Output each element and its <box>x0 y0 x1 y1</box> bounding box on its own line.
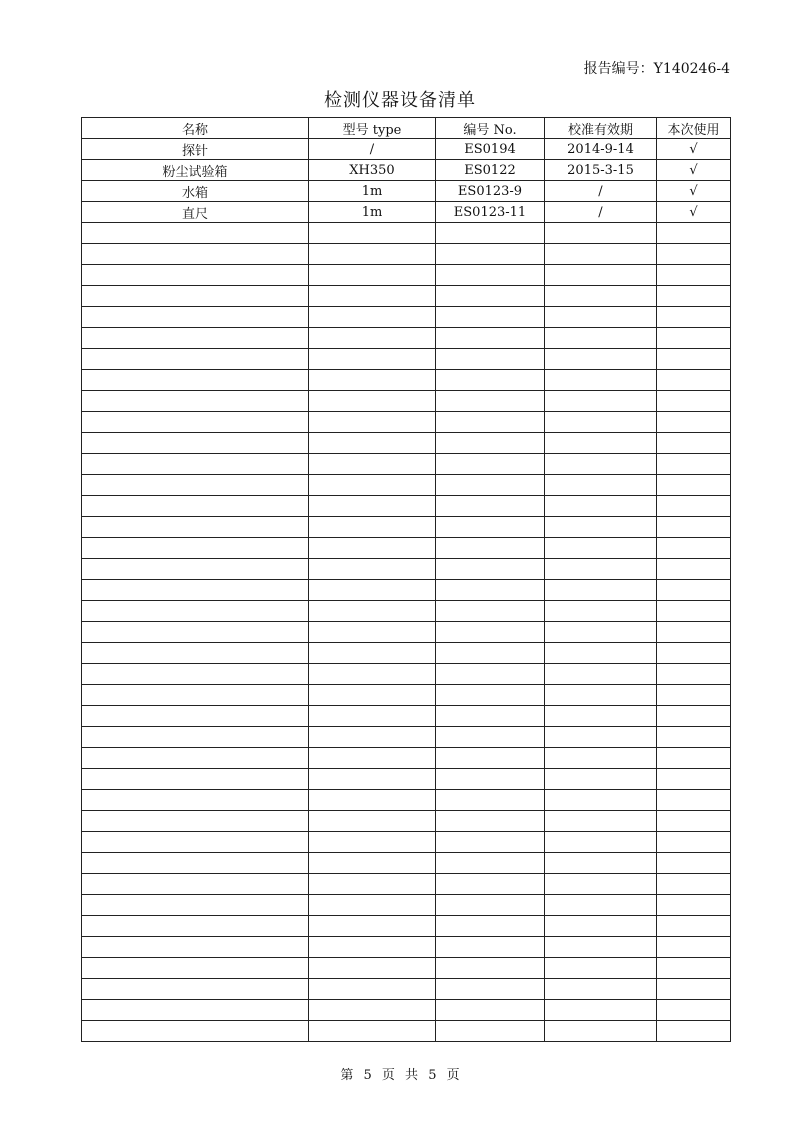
empty-cell <box>657 454 731 475</box>
empty-cell <box>545 769 657 790</box>
empty-cell <box>82 286 309 307</box>
empty-cell <box>545 832 657 853</box>
empty-cell <box>657 496 731 517</box>
cell-calibration: 2015-3-15 <box>545 160 657 181</box>
empty-cell <box>82 244 309 265</box>
empty-table-row <box>82 916 731 937</box>
report-number: 报告编号：Y140246-4 <box>583 61 730 77</box>
empty-table-row <box>82 874 731 895</box>
cell-model: 1m <box>309 202 436 223</box>
empty-cell <box>436 895 545 916</box>
empty-cell <box>545 811 657 832</box>
empty-cell <box>309 265 436 286</box>
header-used: 本次使用 <box>657 118 731 139</box>
empty-cell <box>82 685 309 706</box>
empty-table-row <box>82 370 731 391</box>
empty-cell <box>657 307 731 328</box>
empty-cell <box>545 916 657 937</box>
empty-table-row <box>82 937 731 958</box>
empty-cell <box>545 622 657 643</box>
empty-cell <box>82 937 309 958</box>
empty-cell <box>309 412 436 433</box>
empty-cell <box>309 895 436 916</box>
empty-table-row <box>82 1000 731 1021</box>
empty-cell <box>82 748 309 769</box>
empty-cell <box>657 244 731 265</box>
empty-cell <box>657 517 731 538</box>
empty-cell <box>82 643 309 664</box>
empty-table-row <box>82 580 731 601</box>
empty-table-row <box>82 895 731 916</box>
empty-cell <box>82 475 309 496</box>
empty-cell <box>309 769 436 790</box>
empty-cell <box>436 622 545 643</box>
empty-cell <box>657 727 731 748</box>
empty-cell <box>545 412 657 433</box>
empty-cell <box>82 622 309 643</box>
cell-name: 水箱 <box>82 181 309 202</box>
empty-table-row <box>82 265 731 286</box>
empty-cell <box>82 1000 309 1021</box>
empty-cell <box>545 391 657 412</box>
empty-cell <box>545 559 657 580</box>
empty-cell <box>309 832 436 853</box>
empty-cell <box>657 370 731 391</box>
empty-cell <box>657 895 731 916</box>
empty-cell <box>436 685 545 706</box>
empty-cell <box>436 832 545 853</box>
empty-table-row <box>82 979 731 1000</box>
empty-cell <box>436 286 545 307</box>
empty-cell <box>436 727 545 748</box>
empty-cell <box>82 979 309 1000</box>
empty-cell <box>657 958 731 979</box>
empty-cell <box>309 286 436 307</box>
empty-cell <box>436 412 545 433</box>
empty-table-row <box>82 622 731 643</box>
empty-cell <box>309 244 436 265</box>
empty-cell <box>657 811 731 832</box>
empty-cell <box>657 223 731 244</box>
empty-cell <box>82 538 309 559</box>
empty-cell <box>309 937 436 958</box>
empty-table-row <box>82 538 731 559</box>
empty-cell <box>545 517 657 538</box>
empty-cell <box>657 538 731 559</box>
empty-cell <box>545 496 657 517</box>
empty-cell <box>436 1021 545 1042</box>
empty-cell <box>545 790 657 811</box>
cell-calibration: / <box>545 181 657 202</box>
empty-cell <box>436 328 545 349</box>
empty-cell <box>82 727 309 748</box>
empty-cell <box>82 412 309 433</box>
empty-cell <box>436 664 545 685</box>
empty-cell <box>657 412 731 433</box>
empty-cell <box>657 1000 731 1021</box>
empty-cell <box>436 874 545 895</box>
empty-cell <box>309 727 436 748</box>
empty-cell <box>82 853 309 874</box>
empty-table-row <box>82 685 731 706</box>
empty-cell <box>545 601 657 622</box>
table-header-row <box>82 118 731 139</box>
empty-cell <box>82 328 309 349</box>
empty-cell <box>309 1021 436 1042</box>
empty-cell <box>436 811 545 832</box>
empty-cell <box>545 454 657 475</box>
empty-table-row <box>82 832 731 853</box>
empty-cell <box>436 979 545 1000</box>
empty-cell <box>657 433 731 454</box>
table-row <box>82 160 731 181</box>
cell-used-check: √ <box>657 181 731 202</box>
empty-cell <box>657 1021 731 1042</box>
empty-cell <box>309 874 436 895</box>
table-row <box>82 139 731 160</box>
empty-cell <box>545 1000 657 1021</box>
cell-number: ES0123-9 <box>436 181 545 202</box>
empty-cell <box>82 349 309 370</box>
empty-cell <box>436 643 545 664</box>
document-title: 检测仪器设备清单 <box>324 90 476 111</box>
empty-cell <box>657 874 731 895</box>
empty-cell <box>82 307 309 328</box>
empty-table-row <box>82 811 731 832</box>
empty-cell <box>657 286 731 307</box>
empty-cell <box>309 223 436 244</box>
empty-cell <box>309 433 436 454</box>
empty-cell <box>82 832 309 853</box>
empty-cell <box>545 853 657 874</box>
empty-cell <box>657 832 731 853</box>
empty-cell <box>436 454 545 475</box>
empty-cell <box>545 937 657 958</box>
empty-cell <box>82 895 309 916</box>
empty-cell <box>309 370 436 391</box>
empty-cell <box>545 748 657 769</box>
empty-cell <box>657 979 731 1000</box>
empty-cell <box>436 916 545 937</box>
empty-table-row <box>82 328 731 349</box>
empty-cell <box>82 496 309 517</box>
cell-calibration: / <box>545 202 657 223</box>
empty-cell <box>657 769 731 790</box>
empty-cell <box>82 706 309 727</box>
header-name: 名称 <box>82 118 309 139</box>
empty-cell <box>309 538 436 559</box>
empty-table-row <box>82 286 731 307</box>
empty-cell <box>657 580 731 601</box>
empty-cell <box>436 349 545 370</box>
empty-cell <box>436 475 545 496</box>
empty-cell <box>657 601 731 622</box>
empty-cell <box>82 391 309 412</box>
empty-table-row <box>82 958 731 979</box>
empty-cell <box>657 685 731 706</box>
empty-cell <box>545 307 657 328</box>
empty-cell <box>436 496 545 517</box>
empty-cell <box>436 370 545 391</box>
empty-cell <box>82 559 309 580</box>
empty-cell <box>436 244 545 265</box>
empty-cell <box>309 475 436 496</box>
empty-table-row <box>82 769 731 790</box>
empty-table-row <box>82 244 731 265</box>
empty-table-row <box>82 307 731 328</box>
empty-cell <box>82 370 309 391</box>
empty-cell <box>545 580 657 601</box>
empty-cell <box>82 1021 309 1042</box>
empty-cell <box>82 265 309 286</box>
empty-cell <box>82 958 309 979</box>
cell-used-check: √ <box>657 160 731 181</box>
empty-table-row <box>82 727 731 748</box>
cell-model: 1m <box>309 181 436 202</box>
empty-cell <box>436 559 545 580</box>
empty-cell <box>436 853 545 874</box>
empty-cell <box>545 979 657 1000</box>
cell-model: XH350 <box>309 160 436 181</box>
empty-cell <box>545 643 657 664</box>
empty-cell <box>657 664 731 685</box>
empty-cell <box>82 811 309 832</box>
empty-cell <box>309 454 436 475</box>
empty-cell <box>657 559 731 580</box>
empty-cell <box>545 370 657 391</box>
empty-table-row <box>82 664 731 685</box>
header-calibration: 校准有效期 <box>545 118 657 139</box>
empty-cell <box>657 265 731 286</box>
empty-cell <box>436 433 545 454</box>
empty-cell <box>309 664 436 685</box>
empty-cell <box>545 1021 657 1042</box>
empty-cell <box>309 349 436 370</box>
empty-cell <box>436 601 545 622</box>
empty-cell <box>309 790 436 811</box>
cell-model: / <box>309 139 436 160</box>
equipment-table <box>81 117 731 1042</box>
empty-cell <box>309 958 436 979</box>
empty-cell <box>545 223 657 244</box>
empty-table-row <box>82 433 731 454</box>
empty-cell <box>436 517 545 538</box>
table-row <box>82 202 731 223</box>
empty-cell <box>82 664 309 685</box>
empty-cell <box>82 601 309 622</box>
empty-cell <box>436 538 545 559</box>
empty-cell <box>657 706 731 727</box>
empty-cell <box>82 454 309 475</box>
empty-cell <box>309 580 436 601</box>
empty-cell <box>545 706 657 727</box>
empty-cell <box>545 265 657 286</box>
empty-table-row <box>82 559 731 580</box>
empty-cell <box>436 1000 545 1021</box>
empty-cell <box>309 601 436 622</box>
header-number: 编号 No. <box>436 118 545 139</box>
empty-cell <box>657 391 731 412</box>
empty-cell <box>657 748 731 769</box>
page-footer: 第 5 页 共 5 页 <box>340 1068 460 1083</box>
empty-cell <box>657 328 731 349</box>
empty-cell <box>82 790 309 811</box>
empty-cell <box>82 769 309 790</box>
empty-table-row <box>82 1021 731 1042</box>
empty-cell <box>657 643 731 664</box>
cell-used-check: √ <box>657 202 731 223</box>
empty-cell <box>545 244 657 265</box>
empty-cell <box>545 475 657 496</box>
empty-cell <box>436 265 545 286</box>
empty-cell <box>309 307 436 328</box>
empty-cell <box>545 286 657 307</box>
empty-cell <box>657 475 731 496</box>
empty-cell <box>545 895 657 916</box>
empty-cell <box>309 559 436 580</box>
empty-table-row <box>82 412 731 433</box>
empty-table-row <box>82 391 731 412</box>
empty-cell <box>545 958 657 979</box>
empty-cell <box>545 538 657 559</box>
empty-cell <box>309 496 436 517</box>
cell-number: ES0194 <box>436 139 545 160</box>
cell-name: 直尺 <box>82 202 309 223</box>
empty-cell <box>436 958 545 979</box>
cell-number: ES0122 <box>436 160 545 181</box>
table-row <box>82 181 731 202</box>
empty-cell <box>309 979 436 1000</box>
empty-table-row <box>82 643 731 664</box>
empty-cell <box>436 223 545 244</box>
empty-cell <box>545 433 657 454</box>
cell-used-check: √ <box>657 139 731 160</box>
empty-table-row <box>82 706 731 727</box>
empty-cell <box>545 349 657 370</box>
empty-cell <box>436 307 545 328</box>
empty-cell <box>82 580 309 601</box>
empty-table-row <box>82 223 731 244</box>
empty-cell <box>309 643 436 664</box>
empty-cell <box>309 811 436 832</box>
empty-cell <box>436 790 545 811</box>
empty-table-row <box>82 349 731 370</box>
empty-table-row <box>82 601 731 622</box>
cell-number: ES0123-11 <box>436 202 545 223</box>
empty-cell <box>436 706 545 727</box>
empty-cell <box>545 727 657 748</box>
empty-cell <box>545 874 657 895</box>
empty-table-row <box>82 517 731 538</box>
empty-cell <box>82 223 309 244</box>
empty-cell <box>82 916 309 937</box>
empty-table-row <box>82 475 731 496</box>
empty-cell <box>545 685 657 706</box>
empty-cell <box>436 391 545 412</box>
empty-table-row <box>82 748 731 769</box>
cell-name: 探针 <box>82 139 309 160</box>
empty-cell <box>309 1000 436 1021</box>
empty-cell <box>309 622 436 643</box>
empty-cell <box>309 853 436 874</box>
empty-cell <box>82 874 309 895</box>
cell-calibration: 2014-9-14 <box>545 139 657 160</box>
empty-cell <box>436 937 545 958</box>
empty-cell <box>657 916 731 937</box>
empty-cell <box>309 391 436 412</box>
empty-cell <box>657 853 731 874</box>
empty-cell <box>657 790 731 811</box>
empty-cell <box>436 580 545 601</box>
empty-cell <box>82 433 309 454</box>
empty-table-row <box>82 790 731 811</box>
empty-table-row <box>82 454 731 475</box>
empty-cell <box>309 748 436 769</box>
empty-cell <box>309 517 436 538</box>
empty-cell <box>436 748 545 769</box>
empty-cell <box>82 517 309 538</box>
empty-table-row <box>82 853 731 874</box>
cell-name: 粉尘试验箱 <box>82 160 309 181</box>
empty-cell <box>309 685 436 706</box>
empty-cell <box>545 328 657 349</box>
empty-cell <box>309 916 436 937</box>
empty-cell <box>657 937 731 958</box>
empty-cell <box>436 769 545 790</box>
empty-cell <box>309 706 436 727</box>
empty-cell <box>309 328 436 349</box>
empty-cell <box>657 349 731 370</box>
empty-cell <box>545 664 657 685</box>
header-model: 型号 type <box>309 118 436 139</box>
empty-cell <box>657 622 731 643</box>
empty-table-row <box>82 496 731 517</box>
